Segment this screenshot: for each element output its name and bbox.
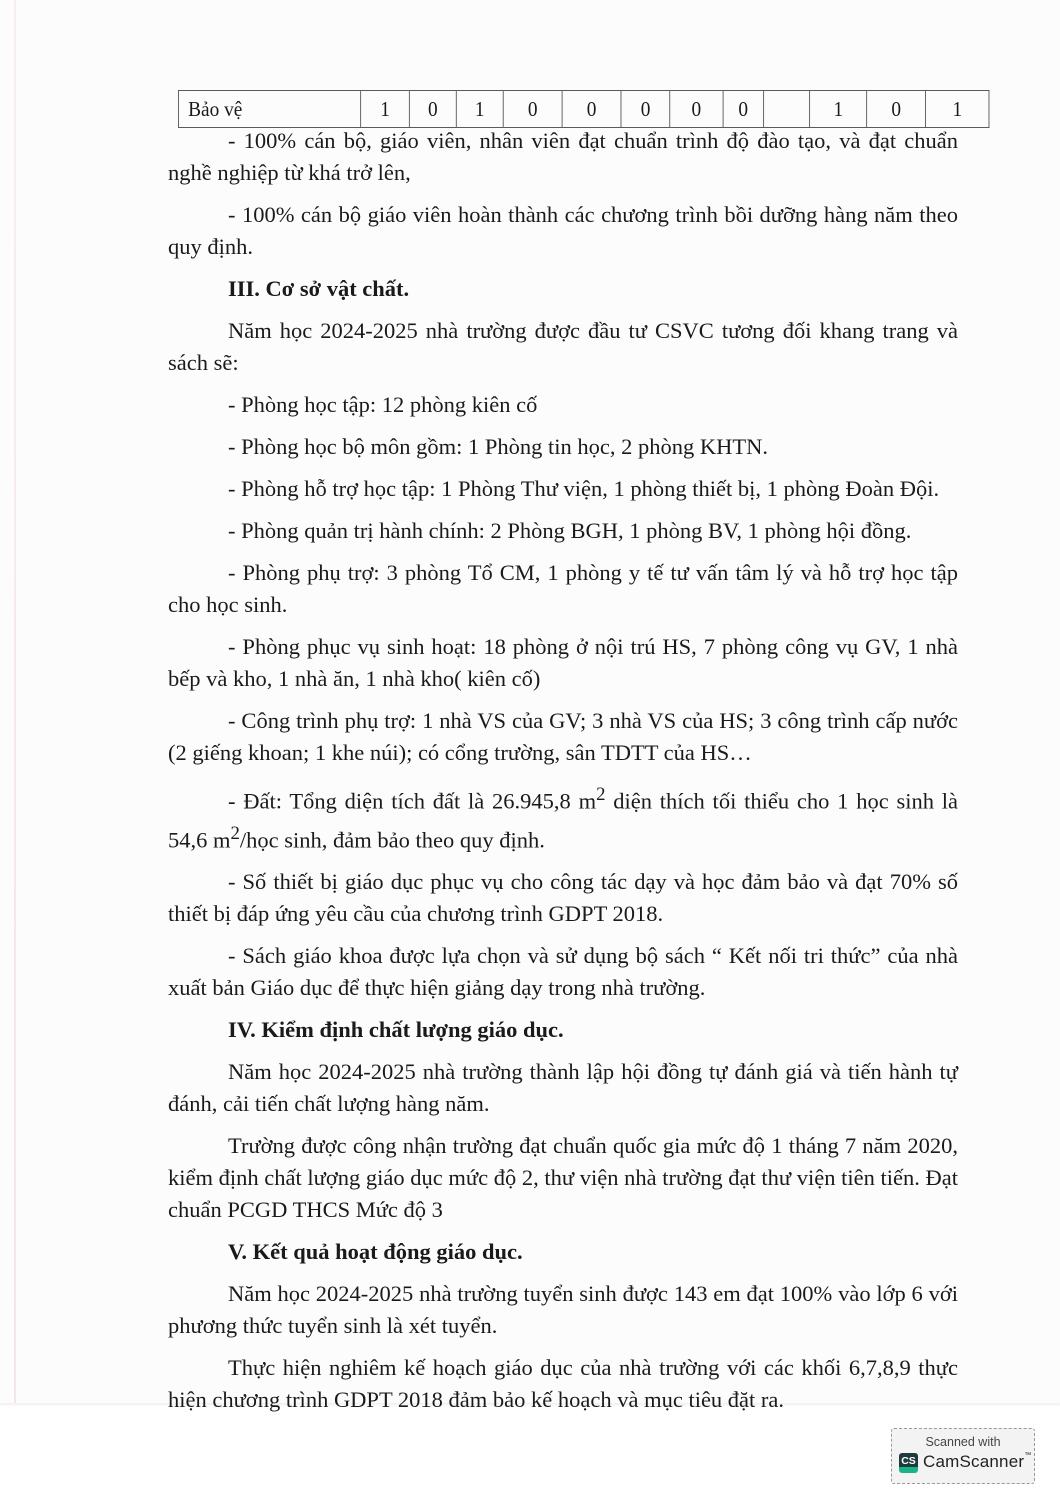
land-sup: 2: [596, 784, 606, 805]
results-paragraph: Năm học 2024-2025 nhà trường tuyển sinh được 143 em đạt 100% vào lớp 6 với phương thức tuyển sinh là xét tuyển.: [168, 1281, 958, 1338]
table-cell: 0: [621, 91, 670, 128]
table-cell: 0: [723, 91, 764, 128]
table-cell: 0: [562, 91, 621, 128]
accreditation-paragraph: Trường được công nhận trường đạt chuẩn quốc gia mức độ 1 tháng 7 năm 2020, kiểm định chất lượng giáo dục mức độ 2, thư viện nhà trường đạt thư viện tiên tiến. Đạt chuẩn PCGD THCS Mức độ 3: [168, 1133, 958, 1222]
camscanner-watermark: [891, 1428, 1035, 1484]
accreditation-paragraph: Năm học 2024-2025 nhà trường thành lập hội đồng tự đánh giá và tiến hành tự đánh, cải tiến chất lượng hàng năm.: [168, 1059, 958, 1116]
table-cell: 1: [810, 91, 867, 128]
watermark-brand: [923, 1452, 1031, 1472]
table-cell: 1: [456, 91, 503, 128]
facility-item: - Phòng phụ trợ: 3 phòng Tổ CM, 1 phòng y tế tư vấn tâm lý và hỗ trợ học tập cho học sinh.: [168, 560, 958, 617]
facility-item: - Phòng quản trị hành chính: 2 Phòng BGH, 1 phòng BV, 1 phòng hội đồng.: [228, 518, 912, 543]
facility-item: - Số thiết bị giáo dục phục vụ cho công tác dạy và học đảm bảo và đạt 70% số thiết bị đáp ứng yêu cầu của chương trình GDPT 2018.: [168, 869, 958, 926]
facility-item: - Phòng phục vụ sinh hoạt: 18 phòng ở nội trú HS, 7 phòng công vụ GV, 1 nhà bếp và kho, 1 nhà ăn, 1 nhà kho( kiên cố): [168, 634, 958, 691]
table-cell: 0: [503, 91, 562, 128]
watermark-caption: Scanned with: [925, 1435, 1001, 1449]
land-text: diện thích tối thiểu cho 1 học sinh là 54,6 m: [168, 788, 959, 852]
table-cell: 0: [867, 91, 926, 128]
section-heading-accreditation: IV. Kiểm định chất lượng giáo dục.: [228, 1017, 564, 1042]
staff-table: [178, 90, 989, 128]
bullet-staff-training: - 100% cán bộ giáo viên hoàn thành các chương trình bồi dưỡng hàng năm theo quy định.: [168, 202, 958, 259]
table-cell: [764, 91, 810, 128]
camscanner-logo-icon: CS: [899, 1453, 918, 1473]
table-cell: 0: [670, 91, 723, 128]
facility-item: - Phòng học tập: 12 phòng kiên cố: [228, 392, 538, 417]
trademark-symbol: ™: [1024, 1452, 1032, 1459]
table-cell: 0: [410, 91, 456, 128]
document-body: [168, 125, 958, 1416]
facilities-intro: Năm học 2024-2025 nhà trường được đầu tư CSVC tương đối khang trang và sách sẽ:: [168, 318, 958, 375]
section-heading-facilities: III. Cơ sở vật chất.: [228, 276, 410, 301]
table-row: [178, 91, 989, 128]
table-cell: 1: [926, 91, 989, 128]
row-label: Bảo vệ: [178, 91, 360, 128]
facility-item: - Phòng hỗ trợ học tập: 1 Phòng Thư viện, 1 phòng thiết bị, 1 phòng Đoàn Đội.: [228, 476, 940, 501]
bullet-staff-standard: - 100% cán bộ, giáo viên, nhân viên đạt chuẩn trình độ đào tạo, và đạt chuẩn nghề nghiệp từ khá trở lên,: [168, 128, 958, 185]
facility-item: - Sách giáo khoa được lựa chọn và sử dụng bộ sách “ Kết nối tri thức” của nhà xuất bản Giáo dục để thực hiện giảng dạy trong nhà trường.: [168, 943, 958, 1000]
page-edge: [14, 0, 16, 1405]
land-sup: 2: [230, 822, 240, 844]
facility-item: - Phòng học bộ môn gồm: 1 Phòng tin học, 2 phòng KHTN.: [228, 434, 768, 459]
table-cell: 1: [361, 91, 410, 128]
facility-land: [168, 779, 958, 856]
section-heading-results: V. Kết quả hoạt động giáo dục.: [228, 1239, 523, 1264]
facility-item: - Công trình phụ trợ: 1 nhà VS của GV; 3 nhà VS của HS; 3 công trình cấp nước (2 giếng khoan; 1 khe núi); có cổng trường, sân TDTT của HS…: [168, 708, 958, 765]
land-text: - Đất: Tổng diện tích đất là 26.945,8 m: [228, 788, 597, 814]
brand-name: CamScanner: [923, 1452, 1025, 1471]
results-paragraph: Thực hiện nghiêm kế hoạch giáo dục của nhà trường với các khối 6,7,8,9 thực hiện chương trình GDPT 2018 đảm bảo kế hoạch và mục tiêu đặt ra.: [168, 1355, 958, 1412]
land-text: /học sinh, đảm bảo theo quy định.: [239, 827, 545, 852]
